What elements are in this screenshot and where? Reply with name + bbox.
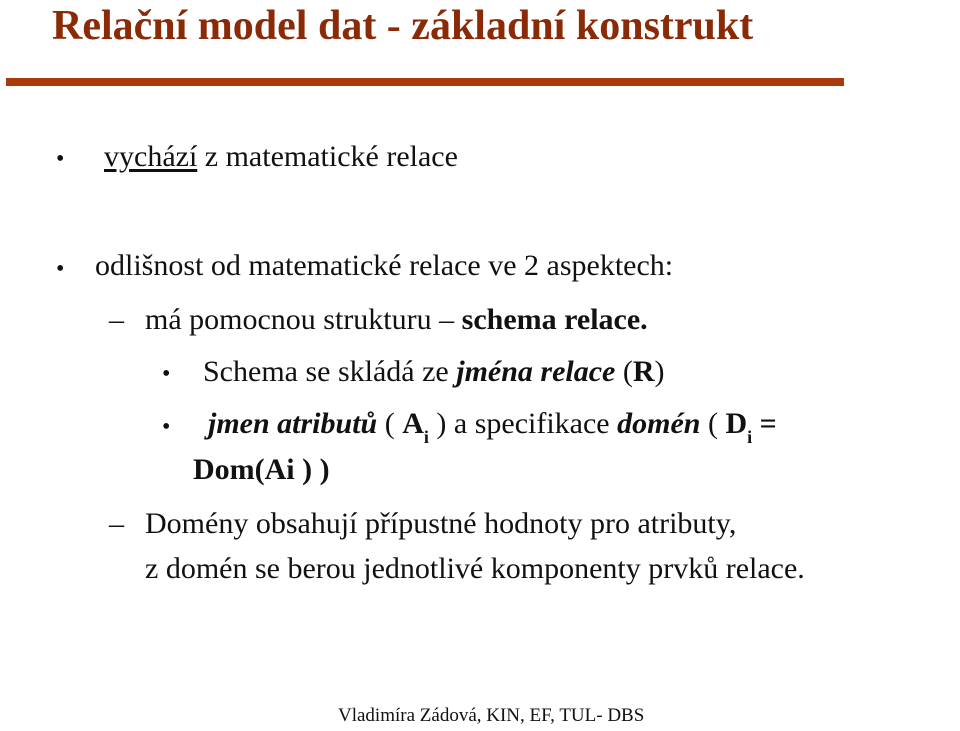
dash-2-line-1: Domény obsahují přípustné hodnoty pro atributy, [145, 507, 737, 540]
bullet-icon: • [162, 414, 171, 440]
bullet-icon: • [56, 146, 65, 172]
title-underline-rule [6, 78, 844, 86]
dash-2-line-2: z domén se berou jednotlivé komponenty prvků relace. [145, 552, 805, 585]
dash-marker: – [109, 507, 124, 540]
dash-marker: – [109, 303, 124, 336]
dash-1-text: má pomocnou strukturu – schema relace. [145, 303, 648, 336]
bullet-icon: • [162, 361, 171, 387]
sub-bullet-1-text: Schema se skládá ze jména relace (R) [203, 355, 665, 388]
sub-bullet-2-text: jmen atributů ( $A_i$ ) a specifikace domén ( $D_i$ = [208, 407, 777, 447]
bullet-1-text: vychází z matematické relace [104, 140, 458, 173]
bullet-icon: • [56, 256, 65, 282]
slide-title: Relační model dat - základní konstrukt [52, 3, 754, 49]
sub-bullet-2-continuation: Dom(Ai ) ) [193, 453, 330, 486]
underlined-word: vychází [104, 140, 198, 173]
slide-footer: Vladimíra Zádová, KIN, EF, TUL- DBS [338, 705, 645, 726]
bullet-2-text: odlišnost od matematické relace ve 2 aspektech: [95, 249, 674, 282]
